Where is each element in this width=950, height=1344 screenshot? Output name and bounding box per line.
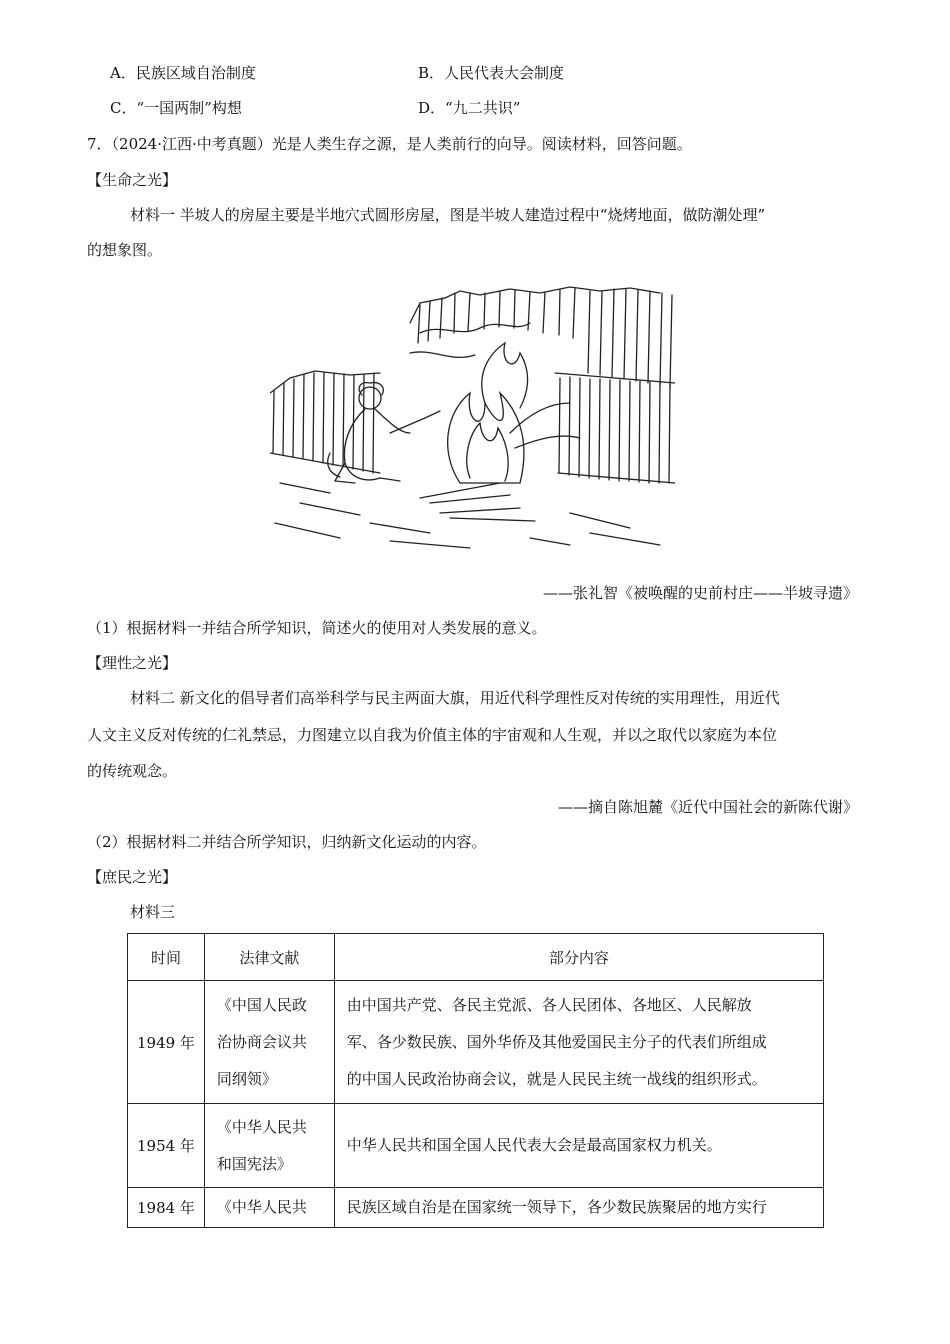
content-line: 军、各少数民族、国外华侨及其他爱国民主分子的代表们所组成 [346,1032,767,1051]
section-heading-reason: 【理性之光】 [87,654,178,672]
document-line: 《中国人民政 [216,995,307,1014]
row-content [334,981,823,1104]
document-line: 和国宪法》 [216,1154,292,1173]
document-line: 《中华人民共 [216,1117,307,1136]
table-row [128,981,824,1104]
content-line: 的中国人民政治协商会议，就是人民民主统一战线的组织形式。 [346,1069,767,1088]
header-document: 法律文献 [204,934,334,981]
option-d: D．“九二共识” [418,99,521,117]
document-line: 《中华人民共 [216,1198,307,1216]
table-row [128,1188,824,1228]
row-year: 1984 年 [128,1188,205,1228]
material-two-source: ——摘自陈旭麓《近代中国社会的新陈代谢》 [557,798,858,816]
content-line: 由中国共产党、各民主党派、各人民团体、各地区、人民解放 [346,995,752,1014]
material-two-line3: 的传统观念。 [87,762,178,780]
content-line: 中华人民共和国全国人民代表大会是最高国家权力机关。 [346,1136,722,1154]
material-two-line1: 材料二 新文化的倡导者们高举科学与民主两面大旗，用近代科学理性反对传统的实用理性，用近代 [130,689,780,707]
material-one-line2: 的想象图。 [87,241,163,259]
content-line: 民族区域自治是在国家统一领导下，各少数民族聚居的地方实行 [346,1198,767,1216]
section-heading-common-people: 【庶民之光】 [87,868,178,886]
sub-question-2: （2）根据材料二并结合所学知识，归纳新文化运动的内容。 [87,833,487,851]
law-documents-table [127,933,824,1228]
table-row [128,1104,824,1188]
row-year: 1949 年 [128,981,205,1104]
row-document [204,1104,334,1188]
row-content [334,1188,823,1228]
question-stem: 7．（2024·江西·中考真题）光是人类生存之源，是人类前行的向导。阅读材料，回答问题。 [87,135,692,153]
sub-question-1: （1）根据材料一并结合所学知识，简述火的使用对人类发展的意义。 [87,619,547,637]
row-content [334,1104,823,1188]
row-year: 1954 年 [128,1104,205,1188]
option-b: B．人民代表大会制度 [418,64,565,82]
material-three-label: 材料三 [130,903,176,921]
option-a: A．民族区域自治制度 [110,64,256,82]
banpo-illustration [270,283,675,551]
row-document [204,1188,334,1228]
header-content: 部分内容 [334,934,823,981]
material-two-line2: 人文主义反对传统的仁礼禁忌，力图建立以自我为价值主体的宇宙观和人生观，并以之取代以家庭为本位 [87,726,778,744]
header-time: 时间 [128,934,205,981]
table-header-row [128,934,824,981]
section-heading-life: 【生命之光】 [87,171,178,189]
document-line: 治协商会议共 [216,1032,307,1051]
option-c: C．“一国两制”构想 [110,99,242,117]
document-line: 同纲领》 [216,1069,277,1088]
material-one-source: ——张礼智《被唤醒的史前村庄——半坡寻遗》 [542,584,858,602]
material-one-line1: 材料一 半坡人的房屋主要是半地穴式圆形房屋，图是半坡人建造过程中“烧烤地面，做防潮处理” [130,206,766,224]
row-document [204,981,334,1104]
